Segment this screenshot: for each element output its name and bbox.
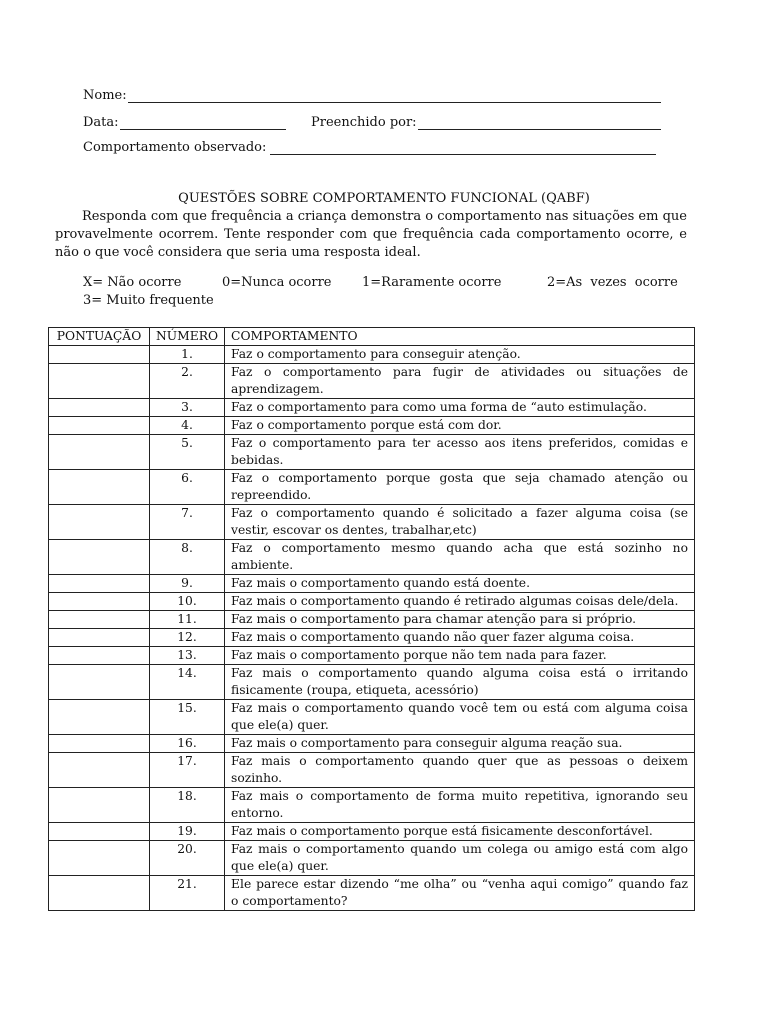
number-cell: 18.: [150, 788, 225, 823]
header-behavior: COMPORTAMENTO: [225, 328, 695, 346]
table-row: [49, 364, 695, 399]
score-cell[interactable]: [49, 364, 150, 399]
score-cell[interactable]: [49, 629, 150, 647]
score-cell[interactable]: [49, 788, 150, 823]
number-cell: 16.: [150, 735, 225, 753]
table-row: [49, 575, 695, 593]
legend-three: 3= Muito frequente: [83, 293, 214, 308]
behavior-observed-label: Comportamento observado:: [83, 140, 267, 155]
date-label: Data:: [83, 115, 119, 130]
table-row: [49, 593, 695, 611]
table-row: [49, 735, 695, 753]
score-cell[interactable]: [49, 435, 150, 470]
behavior-cell: Faz mais o comportamento para conseguir alguma reação sua.: [225, 735, 695, 753]
instructions-paragraph: [55, 208, 687, 262]
table-body: [49, 346, 695, 911]
behavior-cell: Faz mais o comportamento quando você tem ou está com alguma coisa que ele(a) quer.: [225, 700, 695, 735]
behavior-cell: Faz mais o comportamento quando alguma coisa está o irritando fisicamente (roupa, etiqueta, acessório): [225, 665, 695, 700]
name-label: Nome:: [83, 88, 127, 103]
legend-one: 1=Raramente ocorre: [362, 275, 502, 290]
name-field[interactable]: [83, 88, 661, 103]
table-row: [49, 788, 695, 823]
score-cell[interactable]: [49, 505, 150, 540]
behavior-cell: Faz o comportamento porque está com dor.: [225, 417, 695, 435]
table-row: [49, 435, 695, 470]
table-row: [49, 647, 695, 665]
table-header-row: [49, 328, 695, 346]
score-cell[interactable]: [49, 593, 150, 611]
legend-x: X= Não ocorre: [83, 275, 182, 290]
table-row: [49, 841, 695, 876]
score-cell[interactable]: [49, 540, 150, 575]
behavior-cell: Ele parece estar dizendo “me olha” ou “venha aqui comigo” quando faz o comportamento?: [225, 876, 695, 911]
table-row: [49, 417, 695, 435]
number-cell: 3.: [150, 399, 225, 417]
number-cell: 2.: [150, 364, 225, 399]
number-cell: 8.: [150, 540, 225, 575]
header-number: NÚMERO: [150, 328, 225, 346]
score-cell[interactable]: [49, 753, 150, 788]
score-cell[interactable]: [49, 399, 150, 417]
behavior-cell: Faz o comportamento quando é solicitado a fazer alguma coisa (se vestir, escovar os dentes, trabalhar,etc): [225, 505, 695, 540]
number-cell: 12.: [150, 629, 225, 647]
score-cell[interactable]: [49, 417, 150, 435]
table-row: [49, 700, 695, 735]
table-row: [49, 876, 695, 911]
score-cell[interactable]: [49, 470, 150, 505]
score-cell[interactable]: [49, 700, 150, 735]
legend-two: 2=As vezes ocorre: [547, 275, 678, 290]
filled-by-field[interactable]: [311, 115, 661, 130]
date-blank-line[interactable]: [120, 117, 286, 130]
number-cell: 11.: [150, 611, 225, 629]
questionnaire-title: QUESTÕES SOBRE COMPORTAMENTO FUNCIONAL (QABF): [178, 191, 590, 206]
number-cell: 9.: [150, 575, 225, 593]
table-row: [49, 399, 695, 417]
number-cell: 10.: [150, 593, 225, 611]
table-row: [49, 505, 695, 540]
behavior-cell: Faz o comportamento para conseguir atenção.: [225, 346, 695, 364]
behavior-cell: Faz mais o comportamento porque não tem nada para fazer.: [225, 647, 695, 665]
table-row: [49, 470, 695, 505]
behavior-cell: Faz mais o comportamento de forma muito repetitiva, ignorando seu entorno.: [225, 788, 695, 823]
table-row: [49, 665, 695, 700]
behavior-cell: Faz mais o comportamento quando está doente.: [225, 575, 695, 593]
behavior-cell: Faz mais o comportamento para chamar atenção para si próprio.: [225, 611, 695, 629]
behavior-observed-blank-line[interactable]: [270, 142, 656, 155]
table-row: [49, 629, 695, 647]
behavior-cell: Faz mais o comportamento quando não quer fazer alguma coisa.: [225, 629, 695, 647]
score-cell[interactable]: [49, 665, 150, 700]
behavior-cell: Faz o comportamento mesmo quando acha que está sozinho no ambiente.: [225, 540, 695, 575]
filled-by-label: Preenchido por:: [311, 115, 417, 130]
qabf-table: [48, 327, 695, 911]
behavior-cell: Faz mais o comportamento quando é retirado algumas coisas dele/dela.: [225, 593, 695, 611]
filled-by-blank-line[interactable]: [418, 117, 661, 130]
score-cell[interactable]: [49, 647, 150, 665]
name-blank-line[interactable]: [128, 90, 661, 103]
table-row: [49, 611, 695, 629]
number-cell: 19.: [150, 823, 225, 841]
table-row: [49, 346, 695, 364]
table-row: [49, 823, 695, 841]
score-cell[interactable]: [49, 611, 150, 629]
score-cell[interactable]: [49, 876, 150, 911]
score-cell[interactable]: [49, 841, 150, 876]
number-cell: 20.: [150, 841, 225, 876]
behavior-cell: Faz o comportamento para fugir de atividades ou situações de aprendizagem.: [225, 364, 695, 399]
instructions-text: Responda com que frequência a criança demonstra o comportamento nas situações em que provavelmente ocorrem. Tente responder com que frequência cada comportamento ocorre, e não o que você considera que seria uma resposta ideal.: [55, 209, 687, 260]
behavior-cell: Faz mais o comportamento quando quer que as pessoas o deixem sozinho.: [225, 753, 695, 788]
number-cell: 1.: [150, 346, 225, 364]
number-cell: 6.: [150, 470, 225, 505]
number-cell: 14.: [150, 665, 225, 700]
number-cell: 4.: [150, 417, 225, 435]
number-cell: 15.: [150, 700, 225, 735]
score-cell[interactable]: [49, 346, 150, 364]
legend-zero: 0=Nunca ocorre: [222, 275, 332, 290]
table-row: [49, 540, 695, 575]
behavior-cell: Faz mais o comportamento quando um colega ou amigo está com algo que ele(a) quer.: [225, 841, 695, 876]
behavior-cell: Faz o comportamento para como uma forma de “auto estimulação.: [225, 399, 695, 417]
behavior-observed-field[interactable]: [83, 140, 656, 155]
number-cell: 21.: [150, 876, 225, 911]
behavior-cell: Faz mais o comportamento porque está fisicamente desconfortável.: [225, 823, 695, 841]
number-cell: 5.: [150, 435, 225, 470]
score-cell[interactable]: [49, 823, 150, 841]
header-score: PONTUAÇÃO: [49, 328, 150, 346]
score-cell[interactable]: [49, 575, 150, 593]
score-cell[interactable]: [49, 735, 150, 753]
number-cell: 17.: [150, 753, 225, 788]
number-cell: 7.: [150, 505, 225, 540]
behavior-cell: Faz o comportamento para ter acesso aos itens preferidos, comidas e bebidas.: [225, 435, 695, 470]
number-cell: 13.: [150, 647, 225, 665]
table-row: [49, 753, 695, 788]
date-field[interactable]: [83, 115, 286, 130]
behavior-cell: Faz o comportamento porque gosta que seja chamado atenção ou repreendido.: [225, 470, 695, 505]
